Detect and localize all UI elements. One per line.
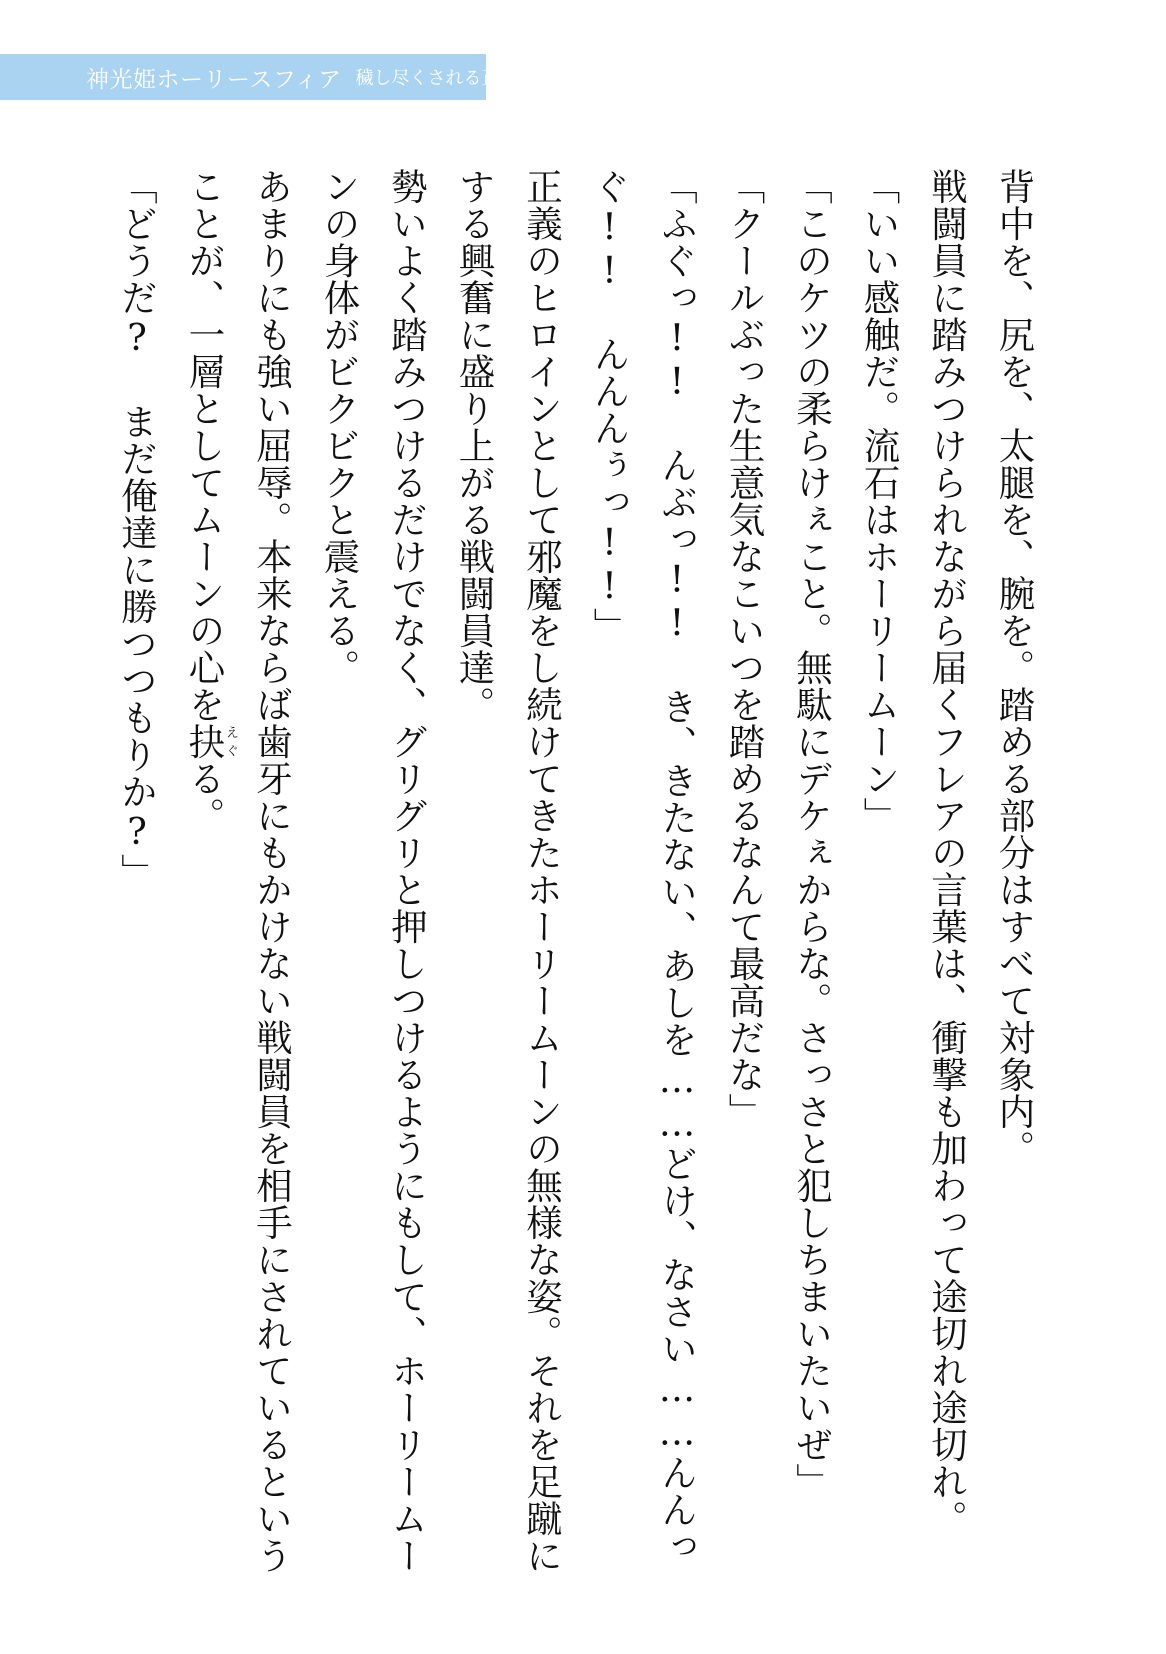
paragraph-9-text: あまりにも強い屈辱。本来ならば歯牙にもかけない戦闘員を相手にされている bbox=[250, 168, 294, 1463]
paragraph-10: 「どうだ? まだ俺達に勝つつもりか?」 bbox=[115, 168, 159, 891]
running-header bbox=[0, 54, 518, 100]
paragraph-9-continued: ということが、一層としてムーンの心を bbox=[183, 168, 294, 1574]
paragraph-9-end: る。 bbox=[183, 760, 226, 834]
paragraph-9 bbox=[171, 168, 306, 1608]
paragraph-5: 「クールぶった生意気なこいつを踏めるなんて最高だな」 bbox=[723, 168, 766, 1130]
header-title: 神光姫ホーリースフィア bbox=[86, 66, 342, 93]
paragraph-8: 勢いよく踏みつけるだけでなく、グリグリと押しつけるようにもして、ホーリームーンの身体がビクビクと震える。 bbox=[318, 168, 429, 1574]
vertical-text-body bbox=[115, 168, 1048, 1608]
paragraph-1: 背中を、尻を、太腿を、腕を。踏める部分はすべて対象内。 bbox=[993, 168, 1036, 1167]
ruby-word bbox=[183, 723, 238, 760]
ruby-reading: えぐ bbox=[223, 723, 238, 760]
ruby-base: 抉 bbox=[183, 723, 226, 760]
paragraph-3: 「いい感触だ。流石はホーリームーン」 bbox=[858, 168, 901, 834]
header-subtitle: 穢し尽くされる正義 bbox=[355, 68, 518, 89]
paragraph-7: 正義のヒロインとして邪魔をし続けてきたホーリームーンの無様な姿。それを足蹴にする興奮に盛り上がる戦闘員達。 bbox=[453, 168, 564, 1574]
paragraph-2: 戦闘員に踏みつけられながら届くフレアの言葉は、衝撃も加わって途切れ途切れ。 bbox=[925, 168, 969, 1537]
paragraph-6: 「ふぐっ!! んぶっ!! き、きたない、あしを……どけ、なさい……んんっぐ!! んんんぅっ!!」 bbox=[588, 168, 699, 1565]
paragraph-4: 「このケツの柔らけぇこと。無駄にデケぇからな。さっさと犯しちまいたいぜ」 bbox=[790, 168, 834, 1500]
